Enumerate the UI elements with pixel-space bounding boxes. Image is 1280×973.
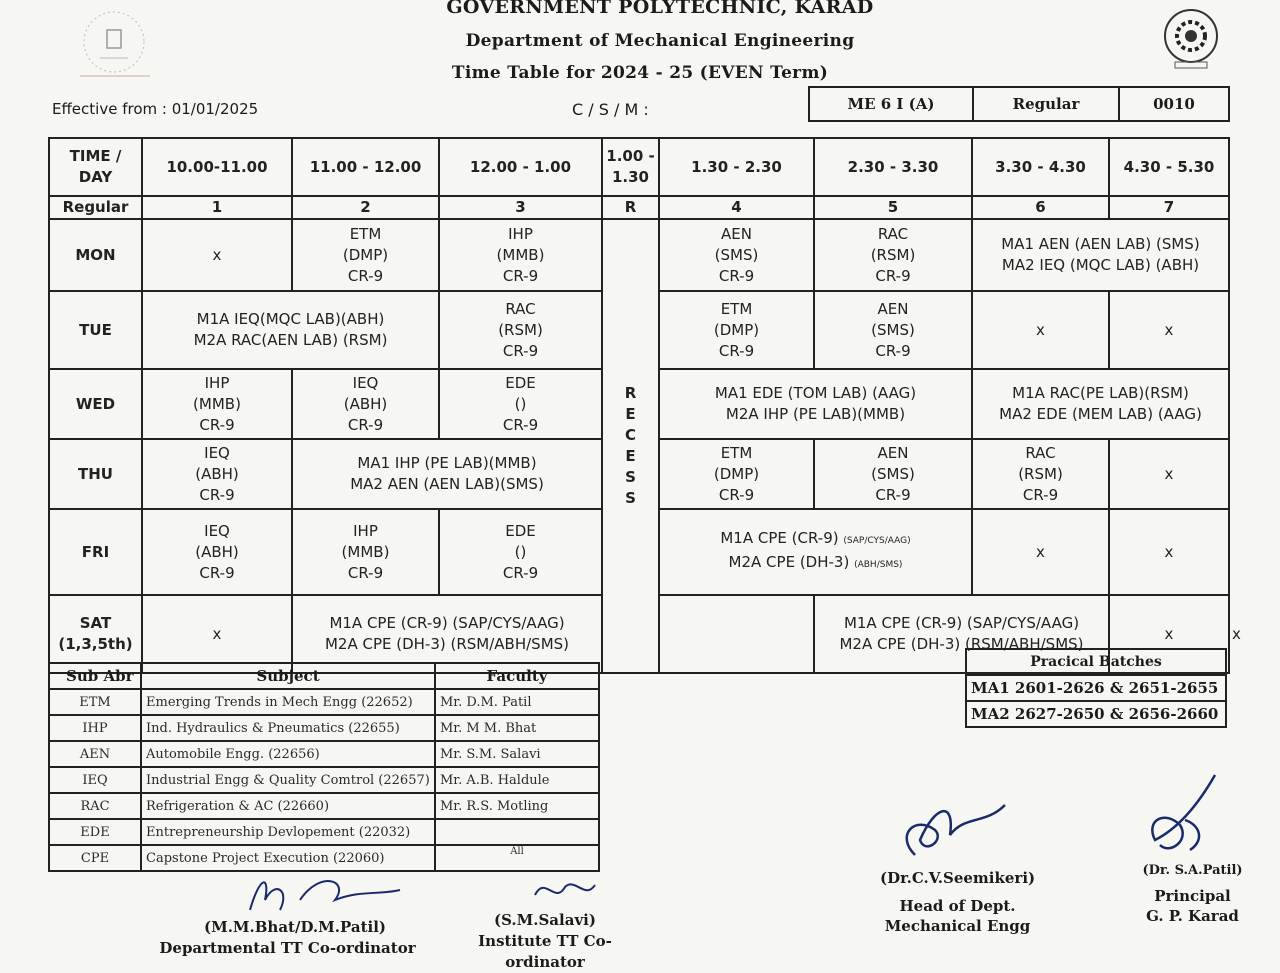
- table-row: [49, 845, 599, 871]
- signatory-4-role: Principal: [1154, 887, 1231, 905]
- batches-title: Pracical Batches: [966, 649, 1226, 675]
- batch-row: MA1 2601-2626 & 2651-2655: [966, 675, 1226, 701]
- subject-faculty: [435, 819, 599, 845]
- slot-header: 3.30 - 4.30: [972, 138, 1109, 196]
- cell-wed-1: IHP (MMB) CR-9: [142, 369, 292, 439]
- cell-fri-2: IHP (MMB) CR-9: [292, 509, 439, 595]
- subject-name: Emerging Trends in Mech Engg (22652): [141, 689, 435, 715]
- cell-mon-1: x: [142, 219, 292, 291]
- recess-column: R E C E S S: [602, 219, 659, 673]
- signatory-3-dept: Mechanical Engg: [884, 917, 1031, 935]
- regular-label: Regular: [49, 196, 142, 219]
- day-tue: TUE: [49, 291, 142, 369]
- signatory-2-name: (S.M.Salavi): [494, 911, 596, 929]
- slot-number: 1: [142, 196, 292, 219]
- class-type: Regular: [973, 87, 1119, 121]
- slot-header: 11.00 - 12.00: [292, 138, 439, 196]
- subject-faculty: Mr. M M. Bhat: [435, 715, 599, 741]
- cell-tue-6: x: [972, 291, 1109, 369]
- table-row: [49, 819, 599, 845]
- subject-abr: IHP: [49, 715, 141, 741]
- cell-wed-67: M1A RAC(PE LAB)(RSM) MA2 EDE (MEM LAB) (AAG): [972, 369, 1229, 439]
- slot-number: 6: [972, 196, 1109, 219]
- slot-number: R: [602, 196, 659, 219]
- batch-row: MA2 2627-2650 & 2656-2660: [966, 701, 1226, 727]
- subject-faculty: All: [435, 845, 599, 871]
- signatory-1-name: (M.M.Bhat/D.M.Patil): [204, 918, 386, 936]
- table-row: [49, 715, 599, 741]
- slot-number: 5: [814, 196, 972, 219]
- subject-table: [48, 662, 600, 872]
- cell-mon-4: AEN (SMS) CR-9: [659, 219, 814, 291]
- subject-header-name: Subject: [141, 663, 435, 689]
- slot-header: 4.30 - 5.30: [1109, 138, 1229, 196]
- cell-sat-6: x: [1109, 595, 1229, 673]
- table-row: [49, 767, 599, 793]
- subject-abr: AEN: [49, 741, 141, 767]
- cell-tue-4: ETM (DMP) CR-9: [659, 291, 814, 369]
- cell-sat-45: M1A CPE (CR-9) (SAP/CYS/AAG) M2A CPE (DH-3) (RSM/ABH/SMS): [814, 595, 1109, 673]
- subject-abr: ETM: [49, 689, 141, 715]
- cell-tue-12: M1A IEQ(MQC LAB)(ABH) M2A RAC(AEN LAB) (RSM): [142, 291, 439, 369]
- cell-fri-1: IEQ (ABH) CR-9: [142, 509, 292, 595]
- timetable-title: Time Table for 2024 - 25 (EVEN Term): [451, 63, 829, 83]
- time-day-header: TIME / DAY: [49, 138, 142, 196]
- signatory-2-role: Institute TT Co-ordinator: [478, 932, 612, 971]
- cell-thu-7: x: [1109, 439, 1229, 509]
- table-row: [49, 689, 599, 715]
- subject-name: Ind. Hydraulics & Pneumatics (22655): [141, 715, 435, 741]
- recess-slot-header: 1.00 - 1.30: [602, 138, 659, 196]
- cell-wed-2: IEQ (ABH) CR-9: [292, 369, 439, 439]
- subject-header-faculty: Faculty: [435, 663, 599, 689]
- subject-abr: RAC: [49, 793, 141, 819]
- slot-header: 10.00-11.00: [142, 138, 292, 196]
- timetable: TIME / DAY 10.00-11.00 11.00 - 12.00 12.00 - 1.00 1.00 - 1.30 1.30 - 2.30 2.30 - 3.30 3.30 - 4.30 4.30 - 5.30 Regular 1 2 3 R 4 5 6 7 MON x ETM (DMP) CR-9 IHP (MMB) CR-9 R E C E S S AEN (SMS) CR-9 RAC (RSM) CR-9 MA1 AEN (AEN LAB) (SMS) MA2 IEQ (MQC LAB) (ABH) TUE M1A IEQ(MQC LAB)(ABH) M2A RAC(AEN LAB) (RSM) RAC (RSM) CR-9 ETM (DMP) CR-9 AEN (SMS) CR-9 x x WED IHP (MMB) CR-9 IEQ (ABH) CR-9 EDE () CR-9 MA1 EDE (TOM LAB) (AAG) M2A IHP (PE LAB)(MMB) M1A RAC(PE LAB)(RSM) MA2 EDE (MEM LAB) (AAG) THU IEQ (ABH) CR-9 MA1 IHP (PE LAB)(MMB) MA2 AEN (AEN LAB)(SMS) ETM (DMP) CR-9 AEN (SMS) CR-9 RAC (RSM) CR-9 x FRI IEQ (ABH) CR-9 IHP (MMB) CR-9 EDE () CR-9 M1A CPE (CR-9) (SAP/CYS/AAG) M2A CPE (DH-3) (ABH/SMS) x x SAT (1,3,5th) x M1A CPE (CR-9) (SAP/CYS/AAG) M2A CPE (DH-3) (RSM/ABH/SMS) M1A CPE (CR-9) (SAP/CYS/AAG) M2A CPE (DH-3) (RSM/ABH/SMS) x x: [48, 137, 1230, 674]
- cell-tue-5: AEN (SMS) CR-9: [814, 291, 972, 369]
- subject-name: Capstone Project Execution (22060): [141, 845, 435, 871]
- table-row: [49, 741, 599, 767]
- subject-faculty: Mr. D.M. Patil: [435, 689, 599, 715]
- class-info-box: [808, 86, 1230, 122]
- signature-salavi: [530, 875, 600, 905]
- subject-faculty: Mr. A.B. Haldule: [435, 767, 599, 793]
- subject-faculty: Mr. R.S. Motling: [435, 793, 599, 819]
- subject-header-abr: Sub Abr: [49, 663, 141, 689]
- cell-thu-5: AEN (SMS) CR-9: [814, 439, 972, 509]
- cell-thu-6: RAC (RSM) CR-9: [972, 439, 1109, 509]
- practical-batches: [965, 648, 1227, 728]
- signatory-3-name: (Dr.C.V.Seemikeri): [880, 869, 1036, 887]
- cell-wed-45: MA1 EDE (TOM LAB) (AAG) M2A IHP (PE LAB)(MMB): [659, 369, 972, 439]
- day-wed: WED: [49, 369, 142, 439]
- institute-logo: [70, 2, 158, 82]
- subject-abr: CPE: [49, 845, 141, 871]
- institute-name: GOVERNMENT POLYTECHNIC, KARAD: [446, 0, 874, 18]
- day-fri: FRI: [49, 509, 142, 595]
- subject-name: Entrepreneurship Devlopement (22032): [141, 819, 435, 845]
- slot-number: 3: [439, 196, 602, 219]
- cell-tue-3: RAC (RSM) CR-9: [439, 291, 602, 369]
- signatory-3-role: Head of Dept.: [899, 897, 1016, 915]
- recess-bottom: [659, 595, 814, 673]
- subject-name: Refrigeration & AC (22660): [141, 793, 435, 819]
- effective-date: Effective from : 01/01/2025: [52, 100, 259, 118]
- cell-fri-7: x: [1109, 509, 1229, 595]
- cell-sat-23: M1A CPE (CR-9) (SAP/CYS/AAG) M2A CPE (DH-3) (RSM/ABH/SMS): [292, 595, 602, 673]
- slot-header: 12.00 - 1.00: [439, 138, 602, 196]
- signature-principal: [1145, 770, 1225, 860]
- subject-abr: EDE: [49, 819, 141, 845]
- department-name: Department of Mechanical Engineering: [465, 31, 855, 51]
- day-mon: MON: [49, 219, 142, 291]
- table-row: [49, 793, 599, 819]
- subject-name: Automobile Engg. (22656): [141, 741, 435, 767]
- signature-bhat-patil: [240, 870, 410, 920]
- day-sat: SAT (1,3,5th): [49, 595, 142, 673]
- slot-number: 7: [1109, 196, 1229, 219]
- subject-faculty: Mr. S.M. Salavi: [435, 741, 599, 767]
- cell-thu-4: ETM (DMP) CR-9: [659, 439, 814, 509]
- signatory-4-institute: G. P. Karad: [1146, 907, 1239, 925]
- slot-header: 2.30 - 3.30: [814, 138, 972, 196]
- cell-sat-1: x: [142, 595, 292, 673]
- cell-wed-3: EDE () CR-9: [439, 369, 602, 439]
- cell-mon-2: ETM (DMP) CR-9: [292, 219, 439, 291]
- cell-mon-5: RAC (RSM) CR-9: [814, 219, 972, 291]
- signature-seemikeri: [895, 795, 1015, 870]
- signatory-1-role: Departmental TT Co-ordinator: [159, 939, 416, 957]
- cell-tue-7: x: [1109, 291, 1229, 369]
- signatory-4-name: (Dr. S.A.Patil): [1142, 863, 1243, 878]
- subject-name: Industrial Engg & Quality Comtrol (22657): [141, 767, 435, 793]
- cell-thu-1: IEQ (ABH) CR-9: [142, 439, 292, 509]
- cell-mon-67: MA1 AEN (AEN LAB) (SMS) MA2 IEQ (MQC LAB) (ABH): [972, 219, 1229, 291]
- cell-fri-3: EDE () CR-9: [439, 509, 602, 595]
- cell-mon-3: IHP (MMB) CR-9: [439, 219, 602, 291]
- class-number: 0010: [1119, 87, 1229, 121]
- cell-thu-23: MA1 IHP (PE LAB)(MMB) MA2 AEN (AEN LAB)(SMS): [292, 439, 602, 509]
- seal-logo: [1155, 2, 1227, 72]
- class-code: ME 6 I (A): [809, 87, 973, 121]
- slot-number: 4: [659, 196, 814, 219]
- subject-abr: IEQ: [49, 767, 141, 793]
- slot-number: 2: [292, 196, 439, 219]
- cell-fri-6: x: [972, 509, 1109, 595]
- slot-header: 1.30 - 2.30: [659, 138, 814, 196]
- csm-label: C / S / M :: [572, 100, 649, 119]
- cell-fri-45: M1A CPE (CR-9) (SAP/CYS/AAG) M2A CPE (DH-3) (ABH/SMS): [659, 509, 972, 595]
- day-thu: THU: [49, 439, 142, 509]
